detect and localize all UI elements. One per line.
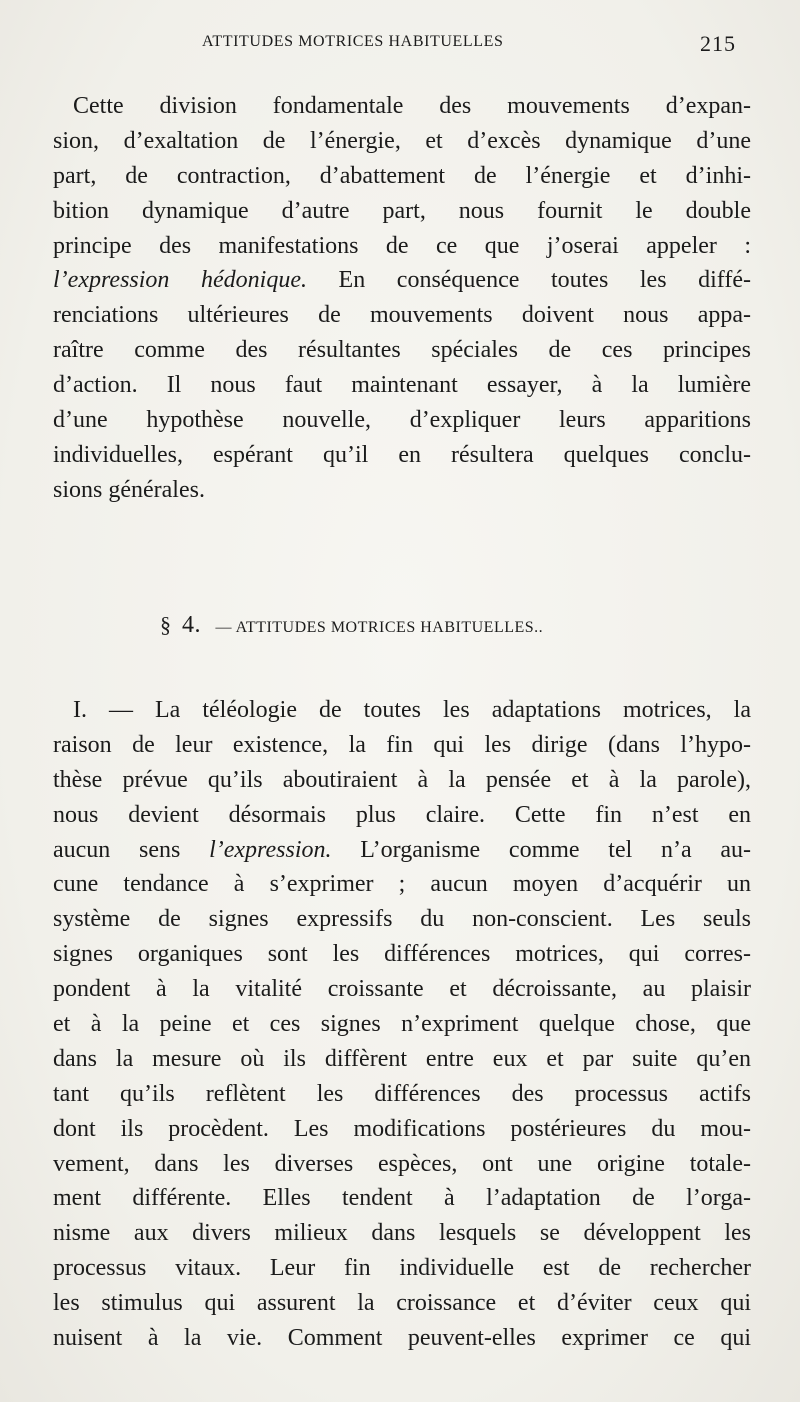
section-sign: § (160, 612, 172, 637)
text-fragment: aucun sens (53, 836, 210, 863)
running-header (0, 33, 800, 63)
text-line: d’une hypothèse nouvelle, d’expliquer leurs apparitions (53, 407, 751, 434)
text-line: nisme aux divers milieux dans lesquels se développent les (53, 1220, 751, 1247)
page-number: 215 (700, 31, 736, 56)
text-fragment: En conséquence toutes les diffé- (306, 267, 751, 294)
text-line: cune tendance à s’exprimer ; aucun moyen d’acquérir un (53, 871, 751, 898)
text-line (53, 263, 751, 298)
italic-phrase: l’expression hédonique. (53, 267, 307, 294)
paragraph-intro (53, 89, 751, 508)
text-line: nous devient désormais plus claire. Cette fin n’est en (53, 801, 751, 828)
text-line: raison de leur existence, la fin qui les dirige (dans l’hypo- (53, 731, 751, 758)
text-line: tant qu’ils reflètent les différences des processus actifs (53, 1080, 751, 1107)
text-line: raître comme des résultantes spéciales de ces principes (53, 337, 751, 364)
text-line: ment différente. Elles tendent à l’adaptation de l’orga- (53, 1185, 751, 1212)
section-heading (160, 612, 543, 639)
text-fragment: L’organisme comme tel n’a au- (331, 836, 751, 863)
text-line: renciations ultérieures de mouvements doivent nous appa- (53, 302, 751, 329)
text-line: et à la peine et ces signes n’expriment quelque chose, que (53, 1011, 751, 1038)
text-line: individuelles, espérant qu’il en résultera quelques conclu- (53, 441, 751, 468)
text-line: système de signes expressifs du non-conscient. Les seuls (53, 906, 751, 933)
text-line (53, 833, 751, 868)
text-line: bition dynamique d’autre part, nous fournit le double (53, 197, 751, 224)
text-line: vement, dans les diverses espèces, ont une origine totale- (53, 1150, 751, 1177)
text-line: sions générales. (53, 476, 205, 503)
text-line: nuisent à la vie. Comment peuvent-elles exprimer ce qui (53, 1325, 751, 1352)
text-line: part, de contraction, d’abattement de l’énergie et d’inhi- (53, 162, 751, 189)
section-title: — ATTITUDES MOTRICES HABITUELLES.. (215, 619, 544, 636)
text-line: principe des manifestations de ce que j’oserai appeler : (53, 232, 751, 259)
text-line: Cette division fondamentale des mouvements d’expan- (73, 93, 751, 119)
text-line: pondent à la vitalité croissante et décroissante, au plaisir (53, 976, 751, 1003)
text-line: processus vitaux. Leur fin individuelle est de rechercher (53, 1255, 751, 1282)
italic-phrase: l’expression. (209, 836, 332, 863)
text-line: I. — La téléologie de toutes les adaptations motrices, la (73, 697, 751, 723)
text-line: d’action. Il nous faut maintenant essayer, à la lumière (53, 372, 751, 399)
text-line: thèse prévue qu’ils aboutiraient à la pensée et à la parole), (53, 766, 751, 793)
text-line: signes organiques sont les différences motrices, qui corres- (53, 941, 751, 968)
text-line: dont ils procèdent. Les modifications postérieures du mou- (53, 1115, 751, 1142)
paragraph-section-body (53, 693, 751, 1356)
running-title: ATTITUDES MOTRICES HABITUELLES (202, 33, 504, 50)
text-line: sion, d’exaltation de l’énergie, et d’excès dynamique d’une (53, 127, 751, 154)
text-line: les stimulus qui assurent la croissance et d’éviter ceux qui (53, 1290, 751, 1317)
section-number: 4. (182, 612, 201, 638)
text-line: dans la mesure où ils diffèrent entre eux et par suite qu’en (53, 1045, 751, 1072)
